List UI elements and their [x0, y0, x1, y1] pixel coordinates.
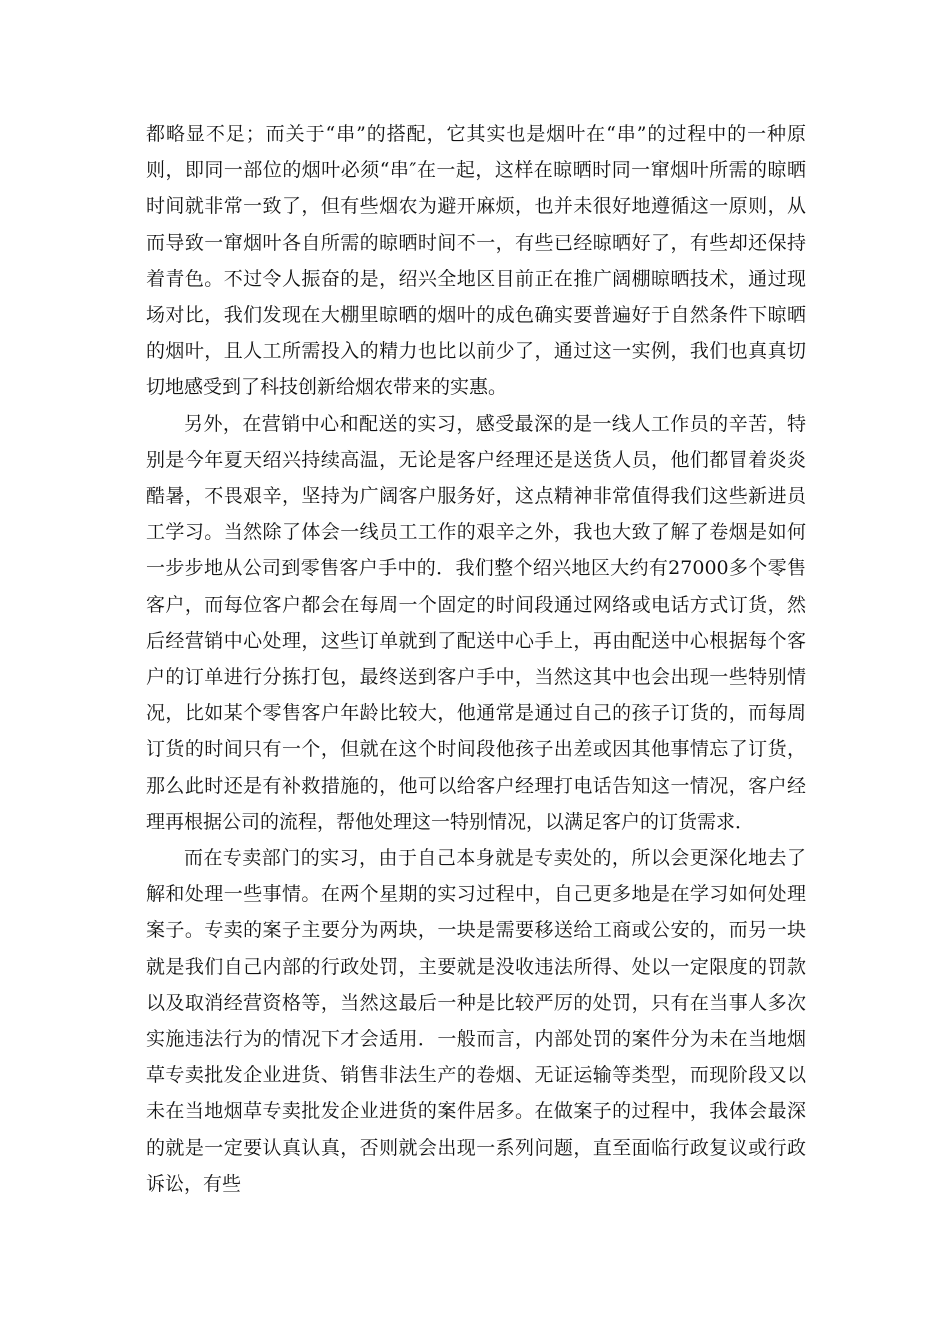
document-body: [146, 116, 806, 1202]
paragraph-1: 都略显不足；而关于“串”的搭配，它其实也是烟叶在“串”的过程中的一种原则，即同一部位的烟叶必须“串″在一起，这样在晾晒时同一窜烟叶所需的晾晒时间就非常一致了，但有些烟农为避开麻烦，也并未很好地遵循这一原则，从而导致一窜烟叶各自所需的晾晒时间不一，有些已经晾晒好了，有些却还保持着青色。不过令人振奋的是，绍兴全地区目前正在推广阔棚晾晒技术，通过现场对比，我们发现在大棚里晾晒的烟叶的成色确实要普遍好于自然条件下晾晒的烟叶，且人工所需投入的精力也比以前少了，通过这一实例，我们也真真切切地感受到了科技创新给烟农带来的实惠。: [146, 123, 806, 399]
paragraph-3: 而在专卖部门的实习，由于自己本身就是专卖处的，所以会更深化地去了解和处理一些事情。在两个星期的实习过程中，自己更多地是在学习如何处理案子。专卖的案子主要分为两块，一块是需要移送给工商或公安的，而另一块就是我们自己内部的行政处罚，主要就是没收违法所得、处以一定限度的罚款以及取消经营资格等，当然这最后一种是比较严厉的处罚，只有在当事人多次实施违法行为的情况下才会适用．一般而言，内部处罚的案件分为未在当地烟草专卖批发企业进货、销售非法生产的卷烟、无证运输等类型，而现阶段又以未在当地烟草专卖批发企业进货的案件居多。在做案子的过程中，我体会最深的就是一定要认真认真，否则就会出现一系列问题，直至面临行政复议或行政诉讼，有些: [146, 847, 806, 1195]
paragraph-2: 另外，在营销中心和配送的实习，感受最深的是一线人工作员的辛苦，特别是今年夏天绍兴持续高温，无论是客户经理还是送货人员，他们都冒着炎炎酷暑，不畏艰辛，坚持为广阔客户服务好，这点精神非常值得我们这些新进员工学习。当然除了体会一线员工工作的艰辛之外，我也大致了解了卷烟是如何一步步地从公司到零售客户手中的．我们整个绍兴地区大约有27000多个零售客户，而每位客户都会在每周一个固定的时间段通过网络或电话方式订货，然后经营销中心处理，这些订单就到了配送中心手上，再由配送中心根据每个客户的订单进行分拣打包，最终送到客户手中，当然这其中也会出现一些特别情况，比如某个零售客户年龄比较大，他通常是通过自己的孩子订货的，而每周订货的时间只有一个，但就在这个时间段他孩子出差或因其他事情忘了订货，那么此时还是有补救措施的，他可以给客户经理打电话告知这一情况，客户经理再根据公司的流程，帮他处理这一特别情况，以满足客户的订货需求．: [146, 412, 806, 833]
